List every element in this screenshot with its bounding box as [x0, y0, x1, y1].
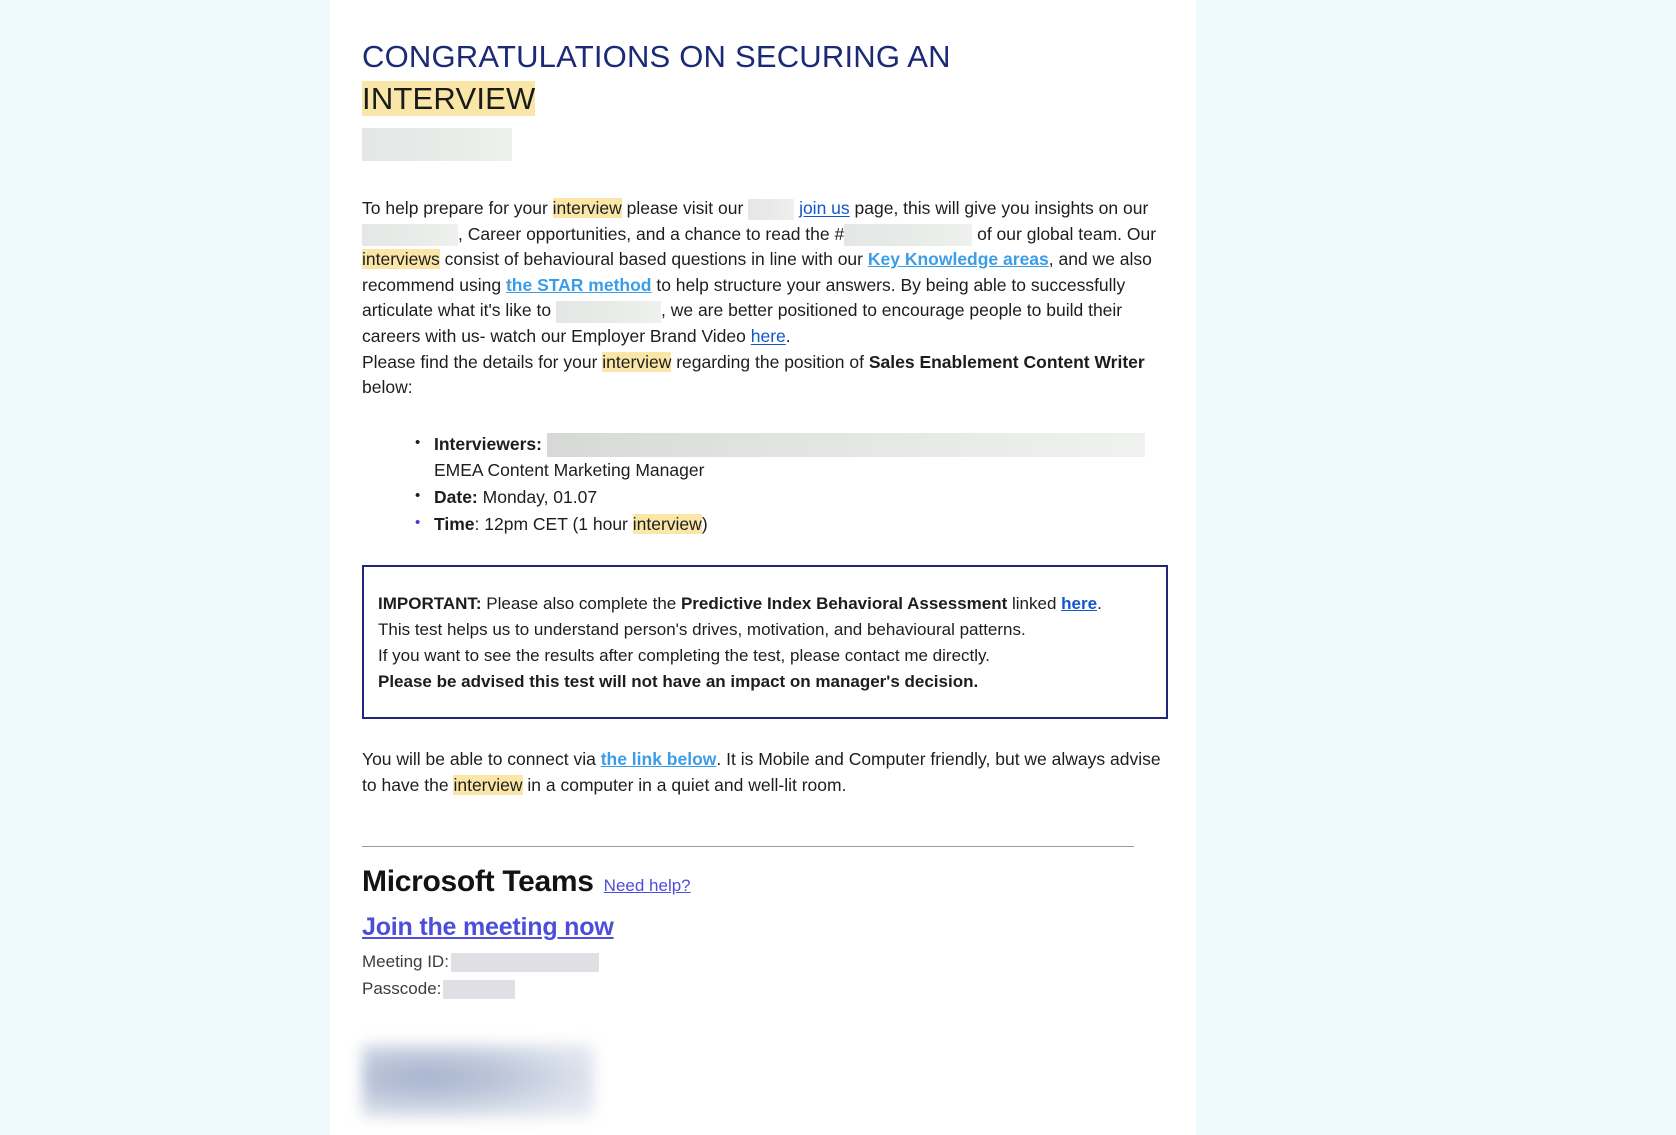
- time-value-pre: : 12pm CET (1 hour: [474, 514, 633, 535]
- position-title: Sales Enablement Content Writer: [868, 351, 1145, 372]
- passcode-label: Passcode:: [362, 979, 442, 999]
- connection-text-3: in a computer in a quiet and well-lit room.: [522, 774, 847, 795]
- page-title: [362, 0, 1168, 162]
- important-line-1: [378, 591, 1152, 617]
- redacted-interviewer-names: [547, 433, 1145, 457]
- passcode-row: [362, 975, 1168, 1002]
- highlight-interview-1: interview: [552, 198, 622, 218]
- intro-text-9: , we are better positioned to encourage people to build their careers with us- watch our Employer Brand Video: [362, 300, 1123, 346]
- join-us-link[interactable]: join us: [799, 198, 850, 218]
- document-page: [330, 0, 1196, 1135]
- intro-text-1: To help prepare for your: [362, 198, 553, 218]
- redacted-inline-3: [844, 224, 972, 246]
- section-divider: [362, 846, 1134, 847]
- position-text-2: regarding the position of: [671, 351, 869, 372]
- intro-text-8: to help structure your answers. By being able to successfully articulate what it's like to: [362, 274, 1126, 321]
- intro-text-6: consist of behavioural based questions in line with our: [439, 249, 868, 270]
- intro-text-3: page, this will give you insights on our: [849, 198, 1149, 218]
- important-text-pre: Please also complete the: [481, 594, 681, 614]
- intro-text-4: , Career opportunities, and a chance to read the #: [458, 223, 845, 244]
- detail-date: [434, 484, 1168, 510]
- position-text-1: Please find the details for your: [362, 351, 603, 372]
- important-text-mid: linked: [1007, 594, 1062, 614]
- time-label: Time: [434, 514, 475, 535]
- intro-paragraph: [362, 196, 1168, 350]
- highlight-interviews: interviews: [362, 249, 440, 270]
- connection-paragraph: [362, 747, 1168, 798]
- important-notice-box: [362, 565, 1168, 719]
- detail-time: [434, 511, 1168, 537]
- important-label: IMPORTANT:: [378, 594, 482, 614]
- connection-text-2: . It is Mobile and Computer friendly, but we always advise to have the: [362, 749, 1161, 795]
- intro-text-5: of our global team. Our: [972, 223, 1157, 244]
- important-line-2: This test helps us to understand person's drives, motivation, and behavioural patterns.: [378, 620, 1026, 640]
- employer-brand-video-link[interactable]: here: [750, 325, 786, 346]
- detail-interviewers: [434, 431, 1168, 483]
- page-title-highlighted-word: INTERVIEW: [362, 81, 536, 116]
- date-value: Monday, 01.07: [477, 487, 598, 508]
- date-label: Date:: [434, 487, 478, 508]
- blurred-redaction-block: [362, 1044, 594, 1118]
- teams-title: Microsoft Teams: [362, 865, 594, 899]
- redacted-title-block: [362, 128, 512, 161]
- intro-text-10: .: [785, 325, 791, 346]
- assessment-name: Predictive Index Behavioral Assessment: [680, 594, 1008, 614]
- intro-text-2: please visit our: [621, 198, 749, 218]
- page-title-line1: CONGRATULATIONS ON SECURING AN: [362, 39, 951, 74]
- meeting-id-row: [362, 948, 1168, 975]
- intro-text-7: , and we also recommend using: [362, 249, 1152, 295]
- interviewer-role: EMEA Content Marketing Manager: [434, 460, 705, 481]
- join-meeting-link[interactable]: Join the meeting now: [362, 913, 614, 942]
- highlight-interview-4: interview: [453, 774, 523, 795]
- position-paragraph: [362, 350, 1168, 401]
- interview-details-list: [362, 431, 1168, 537]
- key-knowledge-areas-link[interactable]: Key Knowledge areas: [867, 249, 1049, 270]
- highlight-interview-3: interview: [632, 514, 702, 535]
- redacted-inline-1: [748, 199, 794, 220]
- important-text-post: .: [1097, 594, 1102, 614]
- time-value-post: ): [701, 514, 708, 535]
- connection-text-1: You will be able to connect via: [362, 749, 601, 770]
- teams-header: [362, 865, 1168, 899]
- need-help-link[interactable]: Need help?: [603, 876, 691, 896]
- important-line-4: Please be advised this test will not have an impact on manager's decision.: [378, 672, 979, 692]
- star-method-link[interactable]: the STAR method: [505, 274, 652, 295]
- highlight-interview-2: interview: [602, 351, 672, 372]
- document-content: [362, 0, 1168, 1118]
- important-line-3: If you want to see the results after completing the test, please contact me directly.: [378, 646, 990, 666]
- interviewers-label: Interviewers:: [434, 433, 542, 454]
- position-text-3: below:: [362, 377, 413, 398]
- redacted-passcode: [443, 980, 515, 999]
- redacted-inline-4: [556, 301, 661, 323]
- link-below-link[interactable]: the link below: [600, 749, 717, 770]
- meeting-id-label: Meeting ID:: [362, 952, 449, 972]
- redacted-meeting-id: [451, 953, 599, 972]
- assessment-here-link[interactable]: here: [1061, 594, 1098, 614]
- redacted-inline-2: [362, 224, 458, 246]
